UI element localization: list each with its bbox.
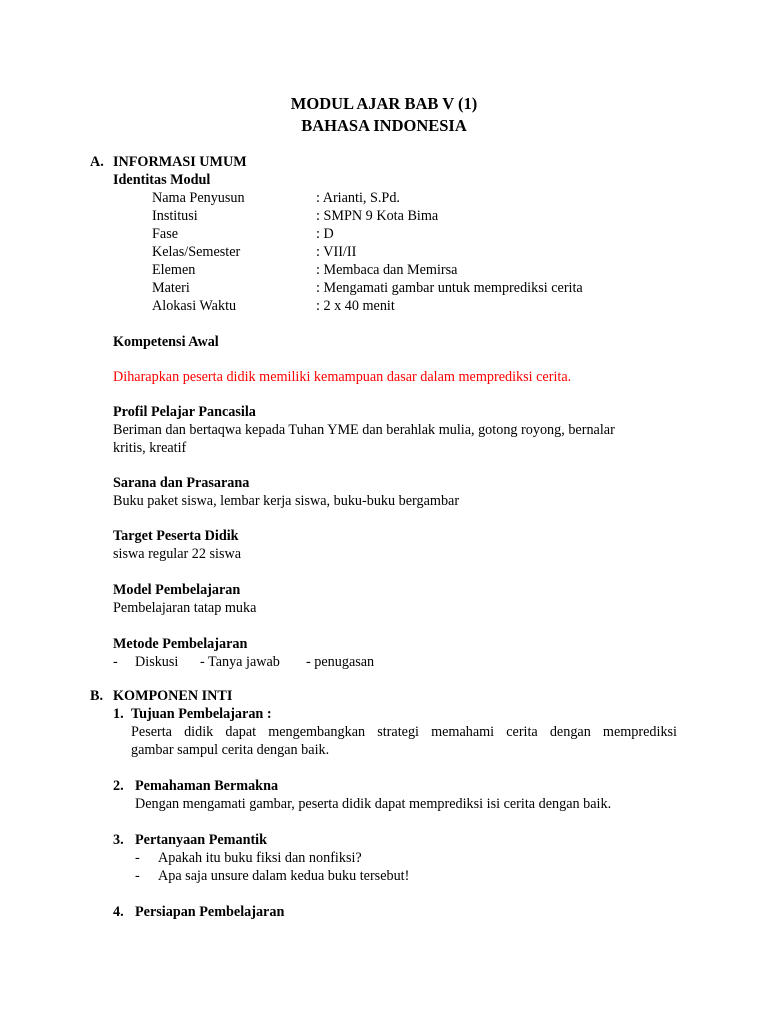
item-number: 2.: [113, 778, 124, 794]
sarana-text: Buku paket siswa, lembar kerja siswa, buku-buku bergambar: [113, 493, 460, 509]
item-number: 3.: [113, 832, 124, 848]
field-value: : VII/II: [316, 244, 357, 260]
item-number: 4.: [113, 904, 124, 920]
field-value: : Arianti, S.Pd.: [316, 190, 400, 206]
section-b-heading: KOMPONEN INTI: [113, 688, 233, 704]
metode-item: - penugasan: [306, 654, 375, 670]
bullet-dash: -: [135, 850, 140, 866]
section-b-letter: B.: [90, 688, 104, 704]
pemahaman-text: Dengan mengamati gambar, peserta didik dapat memprediksi isi cerita dengan baik.: [135, 796, 612, 812]
kompetensi-awal-heading: Kompetensi Awal: [113, 334, 219, 350]
item-number: 1.: [113, 706, 124, 722]
field-label: Alokasi Waktu: [152, 298, 237, 314]
section-a-heading: INFORMASI UMUM: [113, 154, 247, 170]
field-label: Materi: [152, 280, 190, 296]
profil-pancasila-line1: Beriman dan bertaqwa kepada Tuhan YME dan berahlak mulia, gotong royong, bernalar: [113, 422, 615, 438]
target-heading: Target Peserta Didik: [113, 528, 239, 544]
field-value: : SMPN 9 Kota Bima: [316, 208, 439, 224]
tujuan-line1: Peserta didik dapat mengembangkan strategi memahami cerita dengan memprediksi: [131, 724, 677, 740]
field-label: Fase: [152, 226, 179, 242]
document-title-line2: BAHASA INDONESIA: [301, 116, 467, 135]
persiapan-heading: Persiapan Pembelajaran: [135, 904, 285, 920]
bullet-dash: -: [135, 868, 140, 884]
field-value: : D: [316, 226, 334, 242]
metode-item: Diskusi: [135, 654, 179, 670]
pemantik-question: Apakah itu buku fiksi dan nonfiksi?: [158, 850, 362, 866]
sarana-heading: Sarana dan Prasarana: [113, 475, 250, 491]
field-label: Institusi: [152, 208, 198, 224]
metode-heading: Metode Pembelajaran: [113, 636, 248, 652]
profil-pancasila-heading: Profil Pelajar Pancasila: [113, 404, 256, 420]
metode-item: - Tanya jawab: [200, 654, 280, 670]
section-a-letter: A.: [90, 154, 104, 170]
kompetensi-awal-text: Diharapkan peserta didik memiliki kemampuan dasar dalam memprediksi cerita.: [113, 369, 572, 385]
field-value: : Membaca dan Memirsa: [316, 262, 458, 278]
pemantik-question: Apa saja unsure dalam kedua buku tersebut!: [158, 868, 410, 884]
pemahaman-heading: Pemahaman Bermakna: [135, 778, 279, 794]
field-label: Nama Penyusun: [152, 190, 245, 206]
tujuan-heading: Tujuan Pembelajaran :: [131, 706, 272, 722]
model-heading: Model Pembelajaran: [113, 582, 241, 598]
profil-pancasila-line2: kritis, kreatif: [113, 440, 187, 456]
metode-dash: -: [113, 654, 118, 670]
field-value: : 2 x 40 menit: [316, 298, 395, 314]
field-label: Kelas/Semester: [152, 244, 241, 260]
document-title-line1: MODUL AJAR BAB V (1): [290, 94, 478, 113]
target-text: siswa regular 22 siswa: [113, 546, 242, 562]
identitas-modul-heading: Identitas Modul: [113, 172, 211, 188]
pemantik-heading: Pertanyaan Pemantik: [135, 832, 268, 848]
field-value: : Mengamati gambar untuk memprediksi cerita: [316, 280, 583, 296]
tujuan-line2: gambar sampul cerita dengan baik.: [131, 742, 330, 758]
model-text: Pembelajaran tatap muka: [113, 600, 257, 616]
field-label: Elemen: [152, 262, 196, 278]
